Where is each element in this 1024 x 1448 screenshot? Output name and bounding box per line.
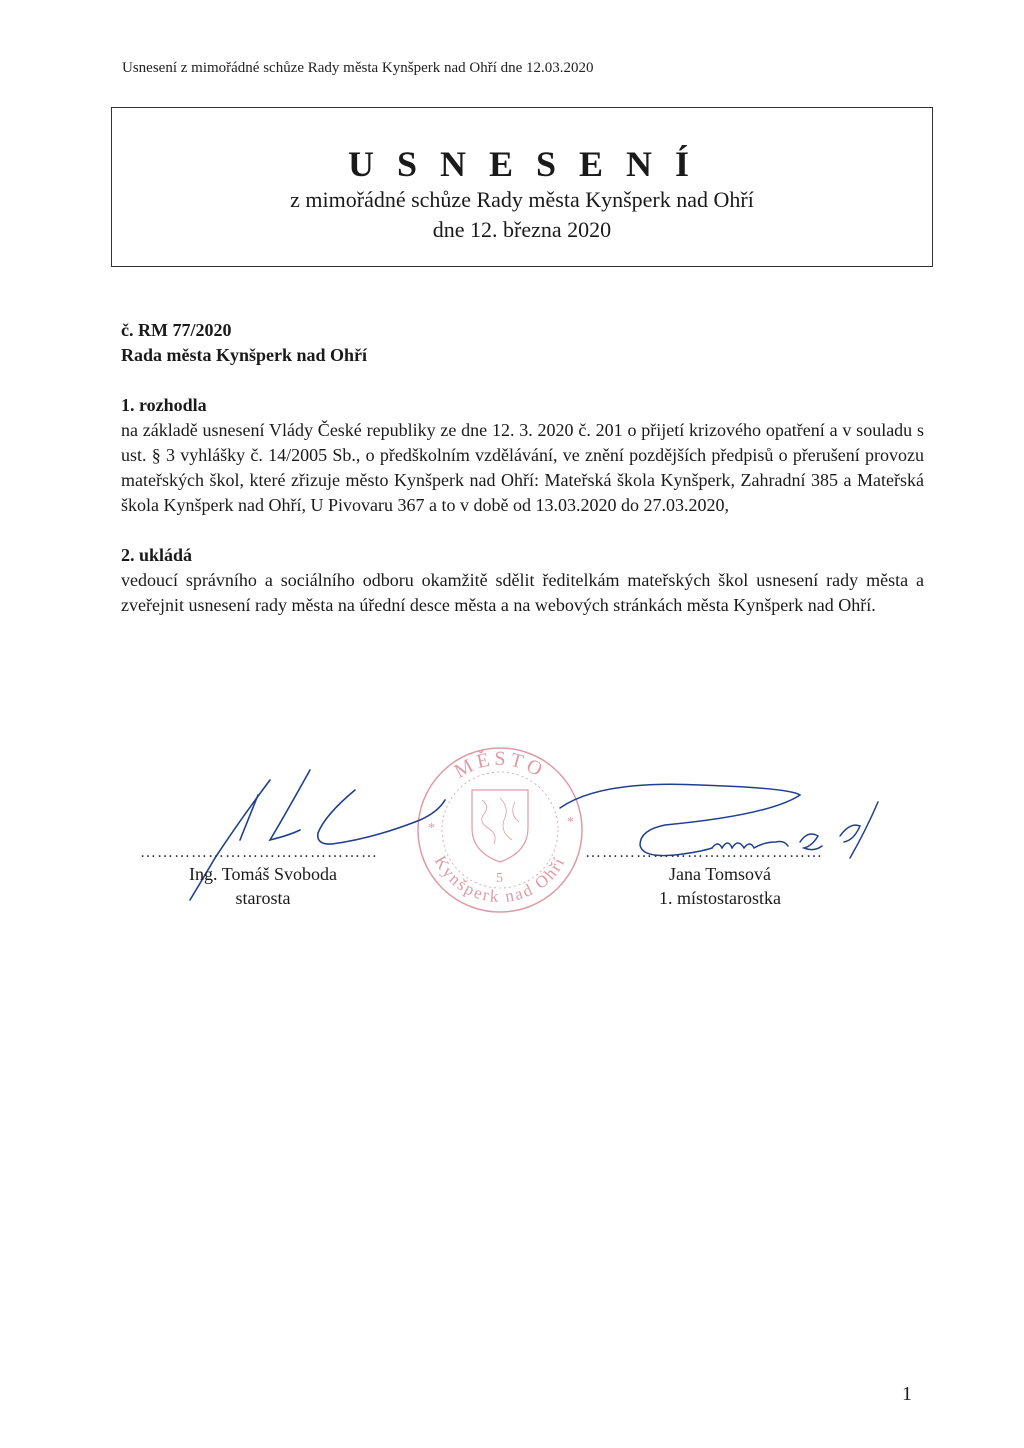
signatory-left-name: Ing. Tomáš Svoboda	[189, 864, 337, 884]
svg-text:*: *	[428, 821, 435, 836]
official-stamp	[418, 747, 582, 912]
item-1-text: na základě usnesení Vlády České republiky ze dne 12. 3. 2020 č. 201 o přijetí krizového opatření a v souladu s ust. § 3 vyhlášky č. 14/2005 Sb., o předškolním vzdělávání, ve znění pozdějších předpisů o přerušení provozu mateřských škol, které zřizuje město Kynšperk nad Ohří: Mateřská škola Kynšperk, Zahradní 385 a Mateřská škola Kynšperk nad Ohří, U Pivovaru 367 a to v době od 13.03.2020 do 27.03.2020,	[121, 420, 924, 515]
signatory-left-role: starosta	[235, 888, 291, 908]
svg-text:MĚSTO	[451, 747, 550, 783]
svg-text:5: 5	[496, 871, 503, 886]
document-title: U S N E S E N Í	[347, 144, 697, 184]
stamp-top-text: MĚSTO	[450, 747, 550, 783]
item-2-heading: 2. ukládá	[121, 545, 193, 565]
resolution-number: č. RM 77/2020	[121, 320, 232, 340]
coat-of-arms-icon	[472, 790, 528, 862]
running-header: Usnesení z mimořádné schůze Rady města Kynšperk nad Ohří dne 12.03.2020	[122, 60, 594, 76]
svg-text:*: *	[567, 815, 574, 830]
item-1-heading: 1. rozhodla	[121, 395, 207, 415]
document-date: dne 12. března 2020	[432, 217, 612, 242]
signatory-right-role: 1. místostarostka	[659, 888, 781, 908]
item-2-text: vedoucí správního a sociálního odboru okamžitě sdělit ředitelkám mateřských škol usnesení rady města a zveřejnit usnesení rady města na úřední desce města a na webových stránkách města Kynšperk nad Ohří.	[121, 570, 924, 615]
signature-line-left: ……………………………………	[140, 844, 378, 861]
page-number: 1	[902, 1383, 912, 1405]
document-subtitle: z mimořádné schůze Rady města Kynšperk nad Ohří	[290, 187, 754, 212]
signature-line-right: ……………………………………	[585, 844, 823, 861]
signatory-right-name: Jana Tomsová	[669, 864, 771, 884]
stamp-bottom-text: Kynšperk nad Ohří	[430, 852, 570, 907]
resolution-body: Rada města Kynšperk nad Ohří	[121, 345, 368, 365]
